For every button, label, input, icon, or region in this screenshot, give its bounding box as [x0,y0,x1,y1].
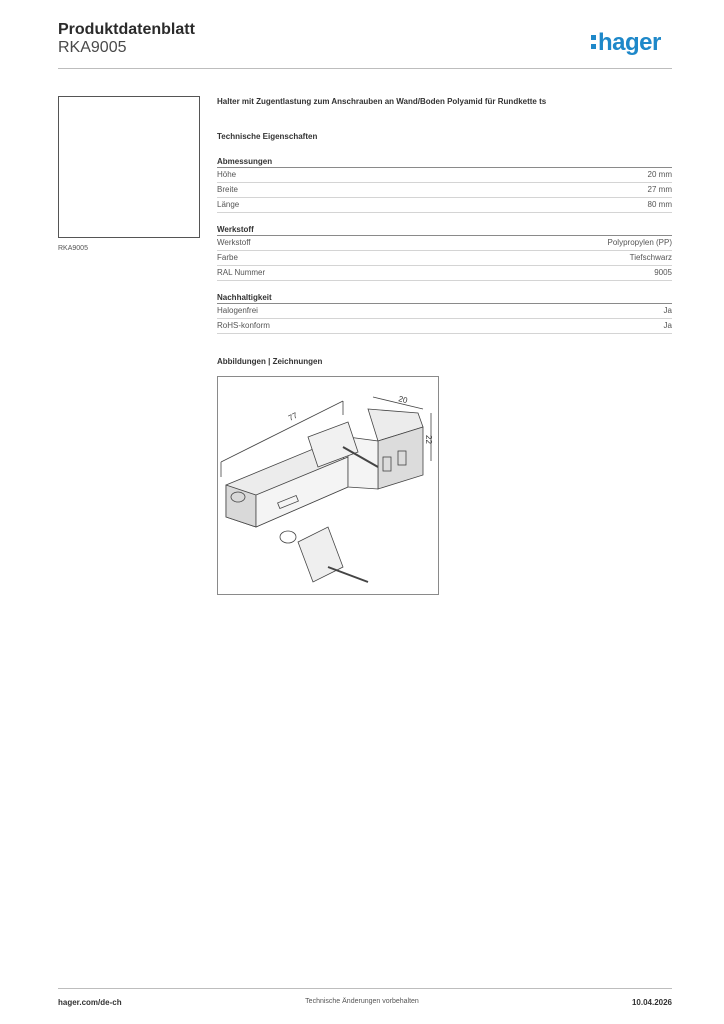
spec-row [217,251,672,266]
logo-colon-icon [591,35,596,49]
section-title: Werkstoff [217,224,672,236]
dimension-width-label: 20 [397,394,409,406]
drawing-illustration [218,377,438,594]
spec-label: Halogenfrei [217,306,258,315]
section-sustainability [217,292,672,334]
spec-label: Breite [217,185,238,194]
spec-label: Höhe [217,170,237,179]
spec-value: Tiefschwarz [629,253,672,262]
spec-value: Ja [663,306,672,315]
product-code: RKA9005 [58,39,127,56]
spec-value: 80 mm [647,200,672,209]
spec-value: Polypropylen (PP) [607,238,672,247]
technical-drawing [217,376,439,595]
footer-divider [58,988,672,989]
section-dimensions [217,156,672,213]
section-title: Abmessungen [217,156,672,168]
spec-row [217,198,672,213]
logo-text: hager [598,29,661,56]
page-title: Produktdatenblatt [58,21,195,38]
spec-row [217,319,672,334]
technical-heading: Technische Eigenschaften [217,132,318,141]
spec-value: 9005 [654,268,672,277]
header-divider [58,68,672,69]
spec-label: RoHS-konform [217,321,270,330]
dimension-height-label: 22 [424,435,433,444]
spec-value: 20 mm [647,170,672,179]
drawings-heading: Abbildungen | Zeichnungen [217,357,323,366]
product-thumbnail [58,96,200,238]
spec-value: Ja [663,321,672,330]
spec-row [217,183,672,198]
spec-label: Werkstoff [217,238,251,247]
footer-date: 10.04.2026 [631,998,672,1007]
product-description: Halter mit Zugentlastung zum Anschrauben an Wand/Boden Polyamid für Rundkette ts [217,97,547,106]
footer-notice: Technische Änderungen vorbehalten [305,998,419,1005]
spec-row [217,168,672,183]
footer-website-link[interactable]: hager.com/de-ch [58,998,122,1007]
section-title: Nachhaltigkeit [217,292,672,304]
thumbnail-caption: RKA9005 [58,245,88,252]
spec-row [217,236,672,251]
spec-label: RAL Nummer [217,268,266,277]
spec-row [217,304,672,319]
section-material [217,224,672,281]
spec-value: 27 mm [647,185,672,194]
spec-row [217,266,672,281]
dimension-length-label: 77 [286,410,299,423]
spec-label: Farbe [217,253,238,262]
hager-logo [591,29,661,57]
spec-label: Länge [217,200,240,209]
